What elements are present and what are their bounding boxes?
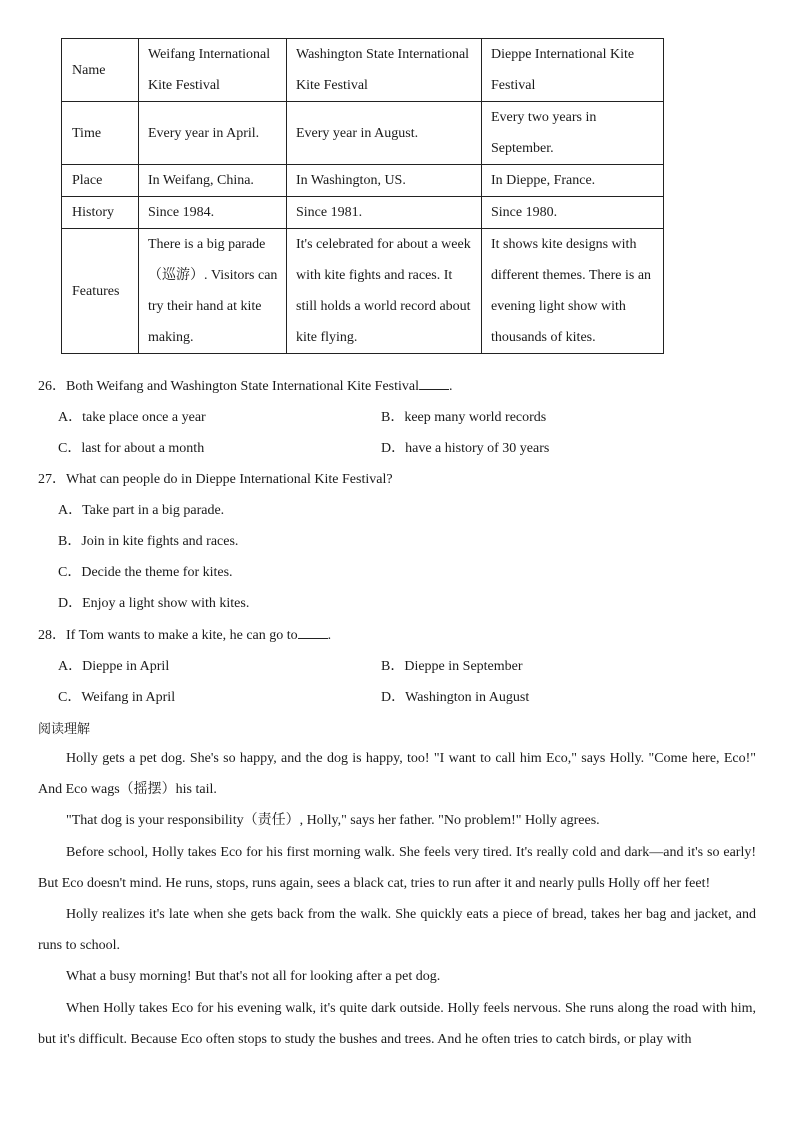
cell-line: （巡游）. Visitors can	[148, 268, 278, 283]
table-row	[62, 165, 664, 197]
cell-line: It shows kite designs with	[491, 237, 637, 252]
table-cell	[139, 39, 287, 102]
table-cell	[139, 165, 287, 197]
question-27-stem: 27．What can people do in Dieppe International Kite Festival?	[38, 472, 393, 487]
row-label: Name	[62, 39, 139, 102]
table-cell	[482, 165, 664, 197]
table-cell	[287, 102, 482, 165]
table-row	[62, 102, 664, 165]
cell-line: In Washington, US.	[296, 173, 406, 188]
cell-line: Washington State International	[296, 47, 470, 62]
table-cell	[139, 197, 287, 229]
answer-blank	[298, 624, 328, 639]
table-cell	[482, 229, 664, 354]
question-28-option-a: A．Dieppe in April	[58, 659, 170, 674]
cell-line: Festival	[491, 78, 536, 93]
cell-line: try their hand at kite	[148, 299, 262, 314]
table-cell	[287, 165, 482, 197]
cell-line: Since 1984.	[148, 205, 215, 220]
question-28-option-b: B．Dieppe in September	[381, 659, 523, 674]
cell-line: kite flying.	[296, 330, 358, 345]
question-26-option-a: A．take place once a year	[58, 410, 206, 425]
cell-line: September.	[491, 141, 554, 156]
table-cell	[482, 197, 664, 229]
cell-line: Weifang International	[148, 47, 271, 62]
question-26-option-d: D．have a history of 30 years	[381, 441, 550, 456]
cell-line: Since 1981.	[296, 205, 363, 220]
cell-line: Every year in April.	[148, 125, 260, 141]
passage-paragraph: When Holly takes Eco for his evening walk, it's quite dark outside. Holly feels nervous. She runs along the road with him, but it's difficult. Because Eco often stops to study the bushes and trees. And he often tries to catch birds, or play with	[38, 1000, 756, 1047]
table-cell	[287, 197, 482, 229]
question-27-option-b: B．Join in kite fights and races.	[58, 534, 239, 549]
question-28-option-c: C．Weifang in April	[58, 690, 176, 705]
passage-paragraph: What a busy morning! But that's not all for looking after a pet dog.	[66, 969, 441, 985]
table-row	[62, 229, 664, 354]
question-27-option-c: C．Decide the theme for kites.	[58, 565, 233, 580]
table-row	[62, 197, 664, 229]
table-cell	[482, 39, 664, 102]
cell-line: thousands of kites.	[491, 330, 596, 345]
row-label: Place	[62, 165, 139, 197]
passage-paragraph: Before school, Holly takes Eco for his first morning walk. She feels very tired. It's really cold and dark—and it's so early! But Eco doesn't mind. He runs, stops, runs again, sees a black cat, tries to run after it and nearly pulls Holly off her feet!	[38, 844, 756, 891]
row-label: Time	[62, 102, 139, 165]
table-cell	[139, 229, 287, 354]
table-cell	[287, 229, 482, 354]
passage-paragraph: "That dog is your responsibility（责任）, Holly," says her father. "No problem!" Holly agrees.	[66, 813, 600, 829]
cell-line: with kite fights and races. It	[296, 268, 453, 283]
cell-line: Since 1980.	[491, 205, 558, 220]
question-26-option-c: C．last for about a month	[58, 441, 205, 456]
cell-line: Kite Festival	[148, 78, 220, 93]
cell-line: different themes. There is an	[491, 268, 652, 283]
row-label: History	[62, 197, 139, 229]
question-28-option-d: D．Washington in August	[381, 690, 530, 705]
answer-blank	[419, 375, 449, 390]
passage-paragraph: Holly gets a pet dog. She's so happy, and the dog is happy, too! "I want to call him Eco," says Holly. "Come here, Eco!" And Eco wags（摇摆）his tail.	[38, 751, 756, 798]
cell-line: Every two years in	[491, 110, 597, 125]
table-cell	[287, 39, 482, 102]
cell-line: Dieppe International Kite	[491, 47, 635, 62]
cell-line: evening light show with	[491, 299, 626, 314]
kite-festival-table	[61, 38, 664, 354]
cell-line: In Weifang, China.	[148, 173, 254, 188]
question-27-option-d: D．Enjoy a light show with kites.	[58, 596, 250, 611]
cell-line: In Dieppe, France.	[491, 173, 596, 188]
cell-line: still holds a world record about	[296, 299, 471, 314]
table-cell	[482, 102, 664, 165]
table-row	[62, 39, 664, 102]
cell-line: It's celebrated for about a week	[296, 237, 471, 252]
question-26-option-b: B．keep many world records	[381, 410, 547, 425]
cell-line: Every year in August.	[296, 125, 419, 141]
cell-line: There is a big parade	[148, 237, 266, 252]
row-label: Features	[62, 229, 139, 354]
table-cell	[139, 102, 287, 165]
cell-line: Kite Festival	[296, 78, 368, 93]
cell-line: making.	[148, 330, 194, 345]
question-27-option-a: A．Take part in a big parade.	[58, 503, 225, 518]
reading-passage	[38, 743, 756, 1055]
passage-paragraph: Holly realizes it's late when she gets back from the walk. She quickly eats a piece of bread, takes her bag and jacket, and runs to school.	[38, 907, 756, 954]
question-26-stem: 26．Both Weifang and Washington State International Kite Festival .	[38, 375, 453, 395]
section-title: 阅读理解	[38, 722, 91, 737]
question-28-stem: 28．If Tom wants to make a kite, he can go to .	[38, 624, 331, 644]
